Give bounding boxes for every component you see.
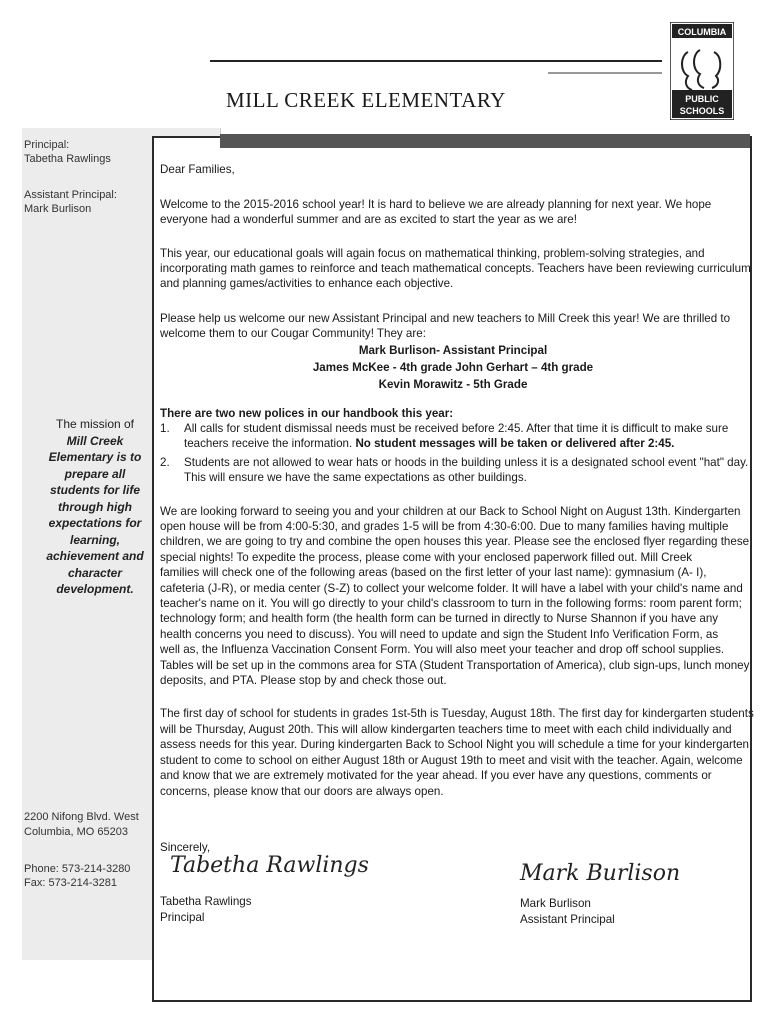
para4-line: families will check one of the following areas (based on the first letter of your last name): gymnasium (A- I), <box>160 566 707 579</box>
para4-line: Tables will be set up in the commons area for STA (Student Transportation of America), club sign-ups, lunch money <box>160 659 750 672</box>
closing: Sincerely, <box>160 841 211 854</box>
para2-line: and planning games/activities to enhance each objective. <box>160 277 454 290</box>
policy1-line: All calls for student dismissal needs must be received before 2:45. After that time it is difficult to make sure <box>184 422 729 435</box>
para4-line: deposits, and PTA. Please stop by and check those out. <box>160 674 447 687</box>
para4-line: teacher's name on it. You will go directly to your child's classroom to turn in the following forms: room parent form; <box>160 597 742 610</box>
fax-number: Fax: 573-214-3281 <box>24 877 117 889</box>
policies-heading: There are two new polices in our handbook this year: <box>160 407 454 420</box>
columbia-public-schools-logo <box>670 22 734 120</box>
para5-line: concerns, please know that our doors are always open. <box>160 785 444 798</box>
para4-line: technology form; and health form (the health form can be turned in directly to Nurse Shannon if you have any <box>160 612 719 625</box>
mission-line: prepare all <box>64 466 126 481</box>
mission-line: learning, <box>69 532 120 547</box>
logo-text-public: PUBLIC <box>685 94 719 104</box>
para5-line: The first day of school for students in grades 1st-5th is Tuesday, August 18th. The first day for kindergarten students <box>160 707 754 720</box>
letter-top-bar <box>220 134 750 148</box>
principal-sign-title: Principal <box>160 911 205 924</box>
para3-line: welcome them to our Cougar Community! They are: <box>160 327 426 340</box>
mission-line: through high <box>58 499 132 514</box>
mission-line: Mill Creek <box>66 433 124 448</box>
staff-line: Mark Burlison- Assistant Principal <box>358 344 548 357</box>
para5-line: student to come to school on either August 18th or August 19th to meet and visit with the teacher. Again, welcome <box>160 754 743 767</box>
para1-line: Welcome to the 2015-2016 school year! It is hard to believe we are already planning for next year. We hope <box>160 198 712 211</box>
logo-text-schools: SCHOOLS <box>679 106 725 116</box>
staff-line: Kevin Morawitz - 5th Grade <box>378 378 528 391</box>
principal-label: Principal: <box>24 139 70 151</box>
logo-text-columbia: COLUMBIA <box>677 27 727 37</box>
mission-line: expectations for <box>48 516 142 530</box>
address-line-1: 2200 Nifong Blvd. West <box>24 811 139 823</box>
para4-line: special nights! To expedite the process, please come with your enclosed paperwork filled out. Mill Creek <box>160 551 693 564</box>
para4-line: cafeteria (J-R), or media center (S-Z) to collect your welcome folder. It will have a label with your child's name and <box>160 582 743 595</box>
policy1-bold: No student messages will be taken or delivered after 2:45. <box>355 437 675 450</box>
para1-line: everyone had a wonderful summer and are as excited to start the year as we are! <box>160 213 577 226</box>
mission-line: The mission of <box>55 417 135 431</box>
para4-line: health concerns you need to discuss). You will need to update and sign the Student Info Verification Form, as <box>160 628 719 641</box>
phone-number: Phone: 573-214-3280 <box>24 863 131 875</box>
address-line-2: Columbia, MO 65203 <box>24 826 128 838</box>
para5-line: will be Thursday, August 20th. This will allow kindergarten teachers time to meet with each child individually and <box>160 723 732 736</box>
mission-line: achievement and <box>46 549 144 563</box>
para2-line: incorporating math games to reinforce and teach mathematical concepts. Teachers have been reviewing curriculum <box>160 262 751 275</box>
mission-line: students for life <box>49 483 140 497</box>
policy-number: 2. <box>160 456 170 469</box>
mission-line: character <box>67 565 123 580</box>
assistant-principal-signature: Mark Burlison <box>520 861 681 886</box>
para4-line: well as, the Influenza Vaccination Consent Form. You will also meet your teacher and drop off school supplies. <box>160 643 725 656</box>
policy1-text: teachers receive the information. <box>184 437 353 450</box>
para4-line: We are looking forward to seeing you and your children at our Back to School Night on August 13th. Kindergarten <box>160 505 741 518</box>
mission-line: Elementary is to <box>48 450 142 464</box>
assistant-principal-name: Mark Burlison <box>24 203 92 215</box>
assistant-principal-label: Assistant Principal: <box>24 189 117 201</box>
school-title: MILL CREEK ELEMENTARY <box>226 88 506 112</box>
policy1-line-2 <box>184 436 674 451</box>
para2-line: This year, our educational goals will again focus on mathematical thinking, problem-solving strategies, and <box>160 247 705 260</box>
principal-sign-name: Tabetha Rawlings <box>160 895 252 908</box>
assistant-principal-sign-title: Assistant Principal <box>520 913 615 926</box>
policy2-line: Students are not allowed to wear hats or hoods in the building unless it is a designated school event "hat" day. <box>184 456 749 469</box>
header-rule-accent <box>548 72 662 74</box>
para5-line: assess needs for this year. During kindergarten Back to School Night you will schedule a time for your kindergarten <box>160 738 750 751</box>
principal-signature: Tabetha Rawlings <box>170 853 369 878</box>
greeting: Dear Families, <box>160 163 235 176</box>
staff-line: James McKee - 4th grade John Gerhart – 4th grade <box>312 361 594 374</box>
para3-line: Please help us welcome our new Assistant Principal and new teachers to Mill Creek this year! We are thrilled to <box>160 312 731 325</box>
policy-number: 1. <box>160 422 170 435</box>
policy2-line: This will ensure we have the same expectations as other buildings. <box>184 471 527 484</box>
para5-line: and know that we are extremely motivated for the year ahead. If you ever have any questions, comments or <box>160 769 712 782</box>
para4-line: open house will be from 4:00-5:30, and grades 1-5 will be from 4:30-6:00. Due to many families having multiple <box>160 520 729 533</box>
header-rule <box>210 60 662 62</box>
principal-name: Tabetha Rawlings <box>24 153 111 165</box>
mission-line: development. <box>56 582 134 596</box>
para4-line: children, we are going to try and combine the open houses this year. Please see the enclosed flyer regarding these <box>160 535 750 548</box>
assistant-principal-sign-name: Mark Burlison <box>520 897 591 910</box>
mission-statement <box>30 416 160 598</box>
